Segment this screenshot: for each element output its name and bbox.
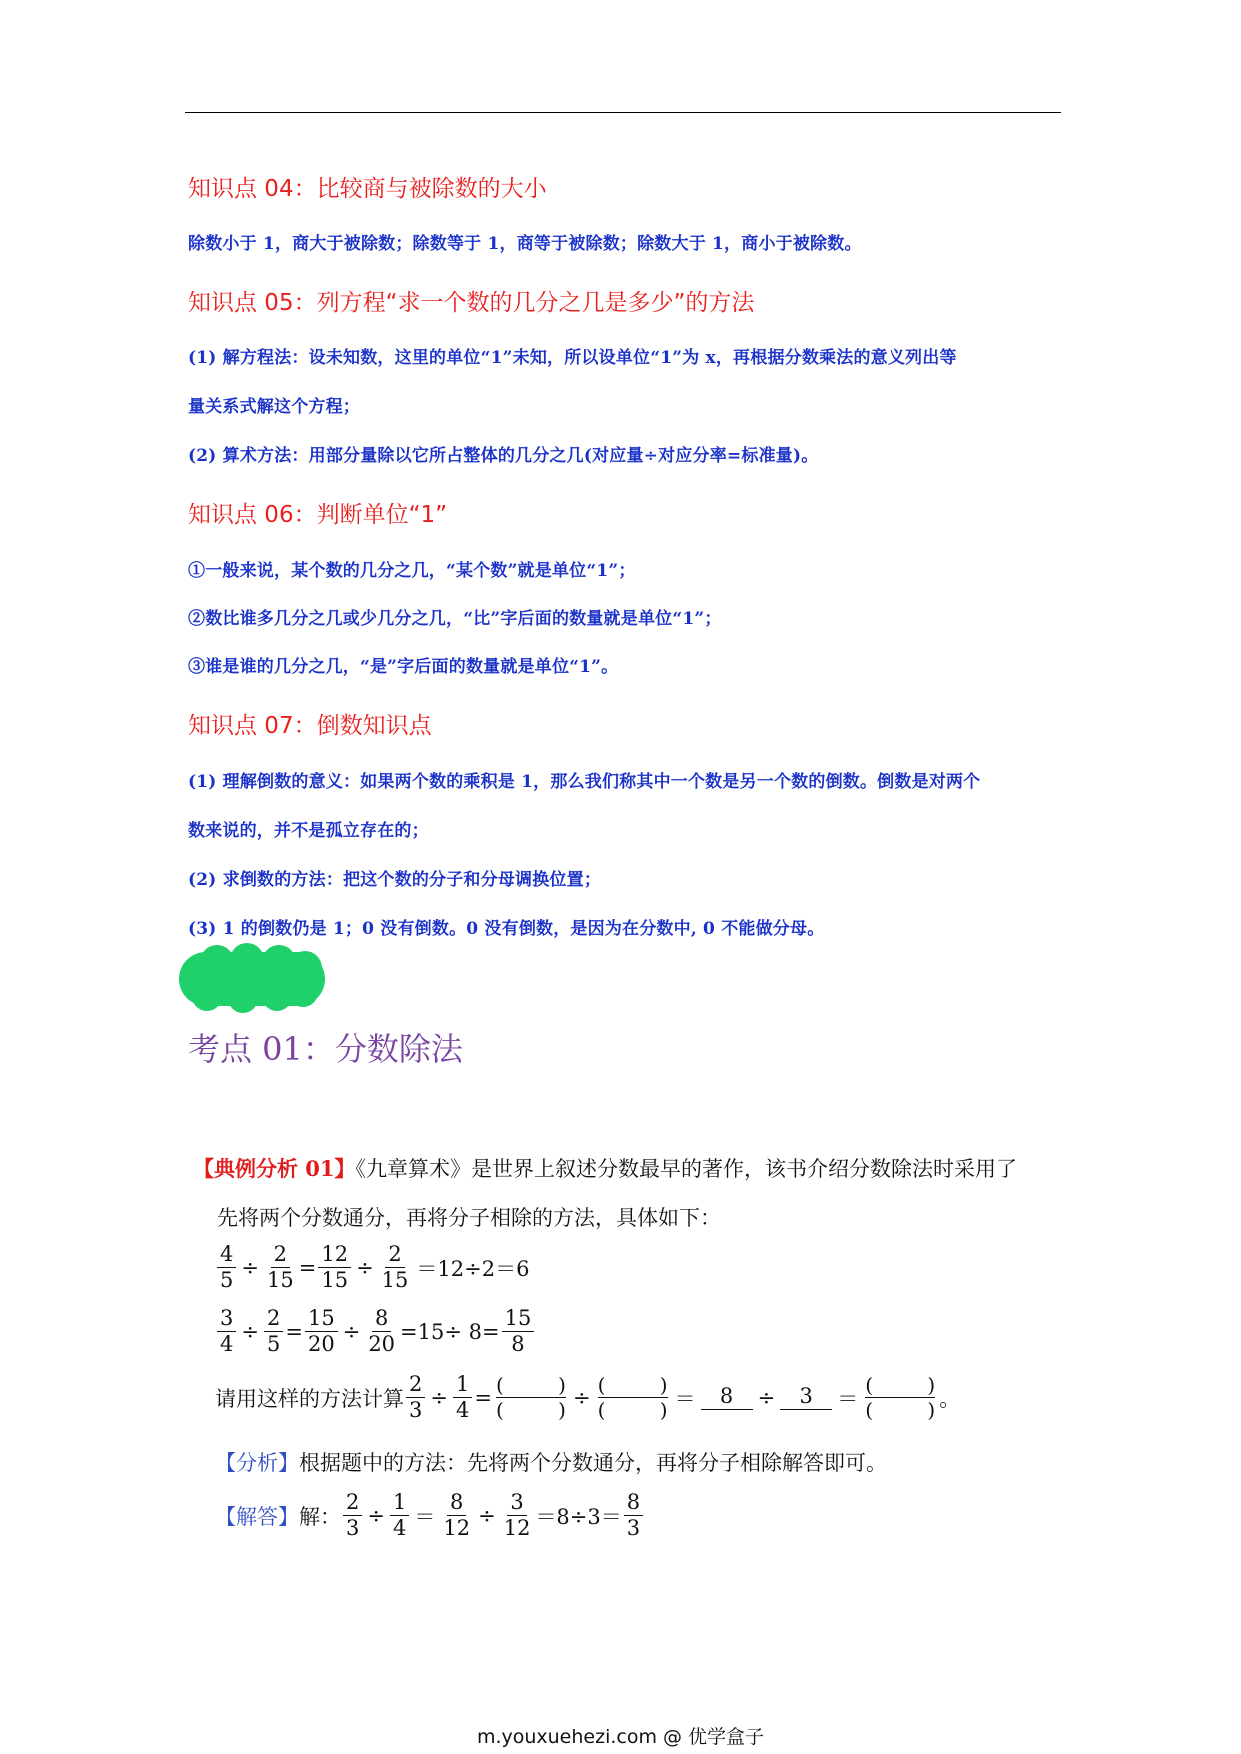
paren: (	[865, 1373, 873, 1397]
denominator: 12	[503, 1516, 531, 1540]
equals-sign: ＝	[837, 1386, 859, 1411]
answer-tag: 【解答】	[215, 1504, 299, 1529]
paren: (	[597, 1373, 606, 1397]
answer-prefix: 解：	[299, 1504, 341, 1529]
footer-watermark[interactable]: m.youxuehezi.com @ 优学盒子	[476, 1726, 765, 1748]
denominator: 12	[443, 1516, 471, 1540]
fraction	[264, 1244, 297, 1291]
section-05-line-2: 量关系式解这个方程；	[188, 397, 360, 417]
section-title-04: 知识点 04：比较商与被除数的大小	[188, 176, 547, 202]
fraction	[343, 1492, 362, 1539]
paren: (	[865, 1398, 873, 1422]
section-07-line-4: (3) 1 的倒数仍是 1；0 没有倒数。0 没有倒数，是因为在分数中, 0 不能做分母。	[188, 919, 825, 939]
paren: (	[495, 1398, 504, 1422]
example-line-1	[193, 1153, 1017, 1183]
paren: )	[659, 1398, 668, 1422]
numerator: 2	[264, 1308, 283, 1332]
divide-sign: ÷	[430, 1385, 448, 1410]
question-line	[215, 1374, 960, 1421]
denominator: 5	[220, 1268, 234, 1292]
kaodian-title: 考点 01：分数除法	[188, 1030, 463, 1068]
fraction	[440, 1492, 473, 1539]
paren: )	[927, 1398, 936, 1422]
example-line-2: 先将两个分数通分，再将分子相除的方法，具体如下：	[217, 1206, 721, 1230]
section-07-line-1: (1) 理解倒数的意义：如果两个数的乘积是 1，那么我们称其中一个数是另一个数的倒数。倒数是对两个	[188, 772, 981, 792]
equals-sign: ＝	[674, 1386, 696, 1411]
answer-line	[215, 1492, 645, 1539]
section-04-line-1: 除数小于 1，商大于被除数；除数等于 1，商等于被除数；除数大于 1，商小于被除数。	[188, 234, 862, 254]
denominator: 4	[392, 1516, 407, 1540]
fraction	[406, 1374, 425, 1421]
equals-sign: =	[285, 1319, 303, 1344]
denominator: 5	[266, 1332, 281, 1356]
fraction	[390, 1492, 409, 1539]
fraction	[217, 1244, 236, 1291]
divide-sign: ÷	[478, 1503, 496, 1528]
denominator: 20	[307, 1332, 335, 1356]
blank-fraction[interactable]	[865, 1375, 935, 1420]
paren: )	[927, 1373, 936, 1397]
question-end: 。	[939, 1386, 961, 1411]
equals-sign: ＝	[414, 1504, 436, 1529]
header-rule	[185, 112, 1061, 113]
numerator: 4	[217, 1244, 236, 1268]
section-05-line-1: (1) 解方程法：设未知数，这里的单位“1”未知，所以设单位“1”为 x，再根据分数乘法的意义列出等	[188, 348, 957, 368]
denominator: 15	[381, 1268, 409, 1292]
denominator: 20	[368, 1332, 396, 1356]
denominator: 4	[220, 1332, 234, 1356]
equals-sign: =	[474, 1385, 492, 1410]
section-07-line-3: (2) 求倒数的方法：把这个数的分子和分母调换位置；	[188, 870, 602, 890]
question-prefix: 请用这样的方法计算	[215, 1386, 404, 1411]
section-05-line-3: (2) 算术方法：用部分量除以它所占整体的几分之几(对应量÷对应分率=标准量)。	[188, 446, 819, 466]
numerator: 3	[217, 1308, 236, 1332]
denominator: 15	[266, 1268, 294, 1292]
answer-blank-1[interactable]: 8	[701, 1385, 753, 1409]
numerator: 3	[507, 1492, 526, 1516]
fraction	[501, 1492, 534, 1539]
paren: (	[597, 1398, 606, 1422]
denominator: 4	[455, 1398, 470, 1422]
divide-sign: ÷	[757, 1385, 776, 1410]
example-equation-1	[215, 1244, 532, 1291]
answer-mid: ＝8÷3＝	[535, 1504, 622, 1529]
analysis-text: 根据题中的方法：先将两个分数通分，再将分子相除解答即可。	[299, 1451, 887, 1475]
section-06-line-1: ①一般来说，某个数的几分之几，“某个数”就是单位“1”；	[188, 561, 636, 581]
example-text-1: 《九章算术》是世界上叙述分数最早的著作，该书介绍分数除法时采用了	[355, 1157, 1018, 1181]
section-title-07: 知识点 07：倒数知识点	[188, 713, 432, 739]
example-equation-2	[215, 1308, 536, 1355]
divide-sign: ÷	[241, 1319, 259, 1344]
fraction	[305, 1308, 338, 1355]
section-title-05: 知识点 05：列方程“求一个数的几分之几是多少”的方法	[188, 290, 755, 316]
numerator: 8	[372, 1308, 391, 1332]
analysis-tag: 【分析】	[215, 1451, 299, 1475]
section-title-06: 知识点 06：判断单位“1”	[188, 502, 448, 528]
section-06-line-2: ②数比谁多几分之几或少几分之几，“比”字后面的数量就是单位“1”；	[188, 609, 722, 629]
numerator: 2	[271, 1244, 290, 1268]
numerator: 1	[390, 1492, 409, 1516]
numerator: 2	[343, 1492, 362, 1516]
answer-blank-2[interactable]: 3	[780, 1385, 832, 1409]
fraction	[379, 1244, 412, 1291]
fraction	[318, 1244, 351, 1291]
paren: )	[659, 1373, 668, 1397]
denominator: 3	[409, 1398, 423, 1422]
section-07-line-2: 数来说的，并不是孤立存在的；	[188, 821, 429, 841]
fraction	[365, 1308, 398, 1355]
numerator: 8	[447, 1492, 466, 1516]
divide-sign: ÷	[342, 1319, 361, 1344]
numerator: 15	[305, 1308, 338, 1332]
numerator: 15	[502, 1308, 535, 1332]
divide-sign: ÷	[572, 1385, 591, 1410]
denominator: 8	[511, 1332, 525, 1356]
paren: )	[558, 1398, 566, 1422]
paren: )	[558, 1373, 566, 1397]
example-tag: 【典例分析 01】	[193, 1156, 356, 1181]
fraction	[264, 1308, 283, 1355]
numerator: 12	[318, 1244, 351, 1268]
divide-sign: ÷	[241, 1255, 259, 1280]
fraction	[217, 1308, 236, 1355]
numerator: 2	[406, 1374, 425, 1398]
numerator: 1	[453, 1374, 472, 1398]
numerator: 8	[624, 1492, 643, 1516]
denominator: 15	[321, 1268, 349, 1292]
fraction	[453, 1374, 472, 1421]
denominator: 3	[346, 1516, 360, 1540]
paren: (	[495, 1373, 504, 1397]
green-badge-decoration	[182, 955, 322, 1003]
fraction	[624, 1492, 643, 1539]
section-06-line-3: ③谁是谁的几分之几，“是”字后面的数量就是单位“1”。	[188, 657, 619, 677]
equation-rest: ＝12÷2＝6	[416, 1256, 530, 1281]
divide-sign: ÷	[356, 1255, 374, 1280]
fraction	[502, 1308, 535, 1355]
denominator: 3	[626, 1516, 641, 1540]
numerator: 2	[385, 1244, 404, 1268]
blank-fraction[interactable]	[496, 1375, 566, 1420]
analysis-line	[215, 1447, 887, 1477]
divide-sign: ÷	[367, 1503, 385, 1528]
equals-sign: =	[298, 1255, 317, 1280]
equation-mid: =15÷ 8=	[400, 1319, 500, 1344]
blank-fraction[interactable]	[598, 1375, 668, 1420]
